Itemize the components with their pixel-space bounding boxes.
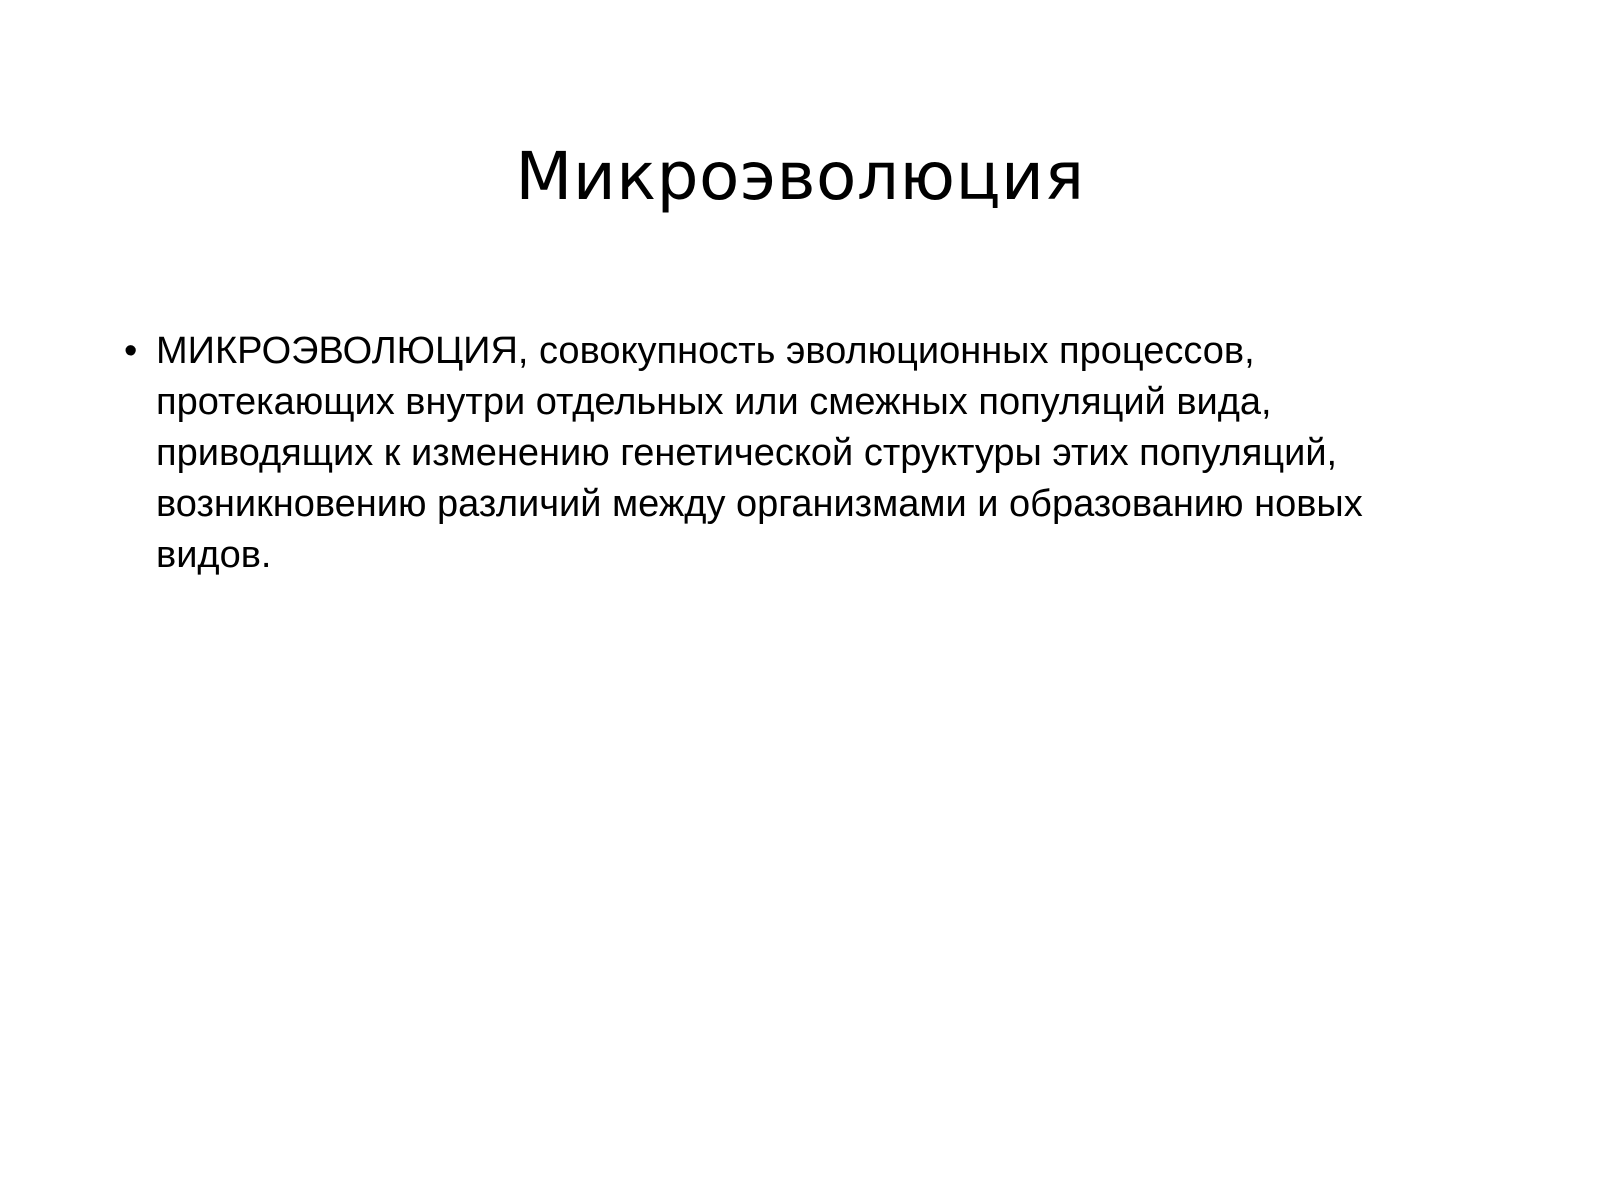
bullet-list <box>124 326 1464 581</box>
bullet-item <box>124 326 1464 581</box>
slide-title: Микроэволюция <box>515 138 1085 215</box>
bullet-text: МИКРОЭВОЛЮЦИЯ, совокупность эволюционных процессов, протекающих внутри отдельных или смежных популяций вида, приводящих к изменению генетической структуры этих популяций, возникновению различий между организмами и образованию новых видов. <box>156 330 1363 576</box>
bullet-marker: • <box>124 330 138 372</box>
